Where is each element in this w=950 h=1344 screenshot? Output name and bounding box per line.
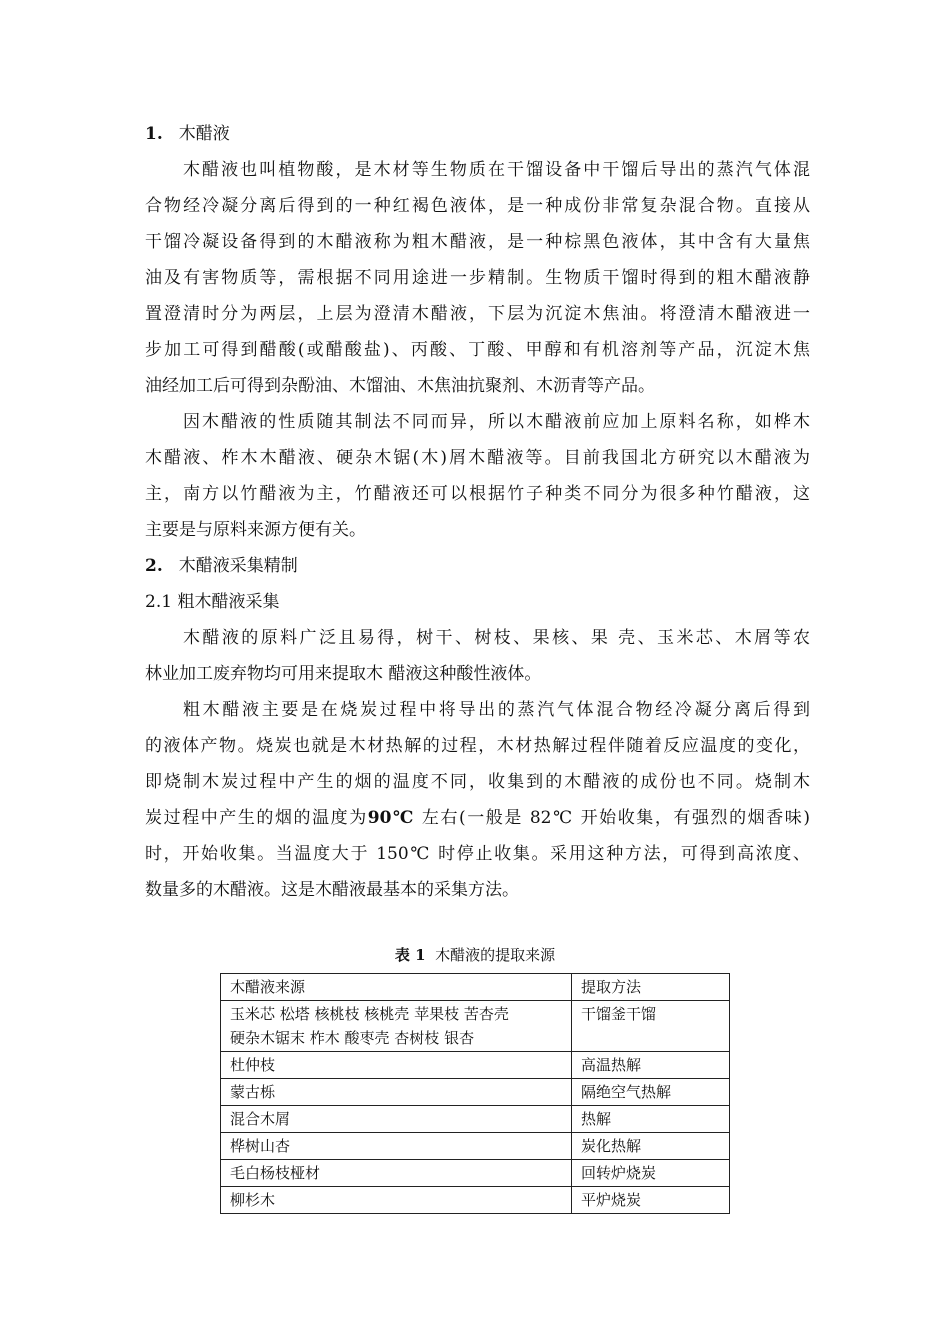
paragraph-line: 油及有害物质等，需根据不同用途进一步精制。生物质干馏时得到的粗木醋液静 bbox=[145, 268, 810, 288]
paragraph-3 bbox=[145, 620, 810, 692]
source-cell bbox=[221, 1187, 572, 1214]
paragraph-line: 木醋液的原料广泛且易得，树干、树枝、果核、果 壳、玉米芯、木屑等农 bbox=[183, 628, 810, 648]
source-line: 毛白杨枝桠材 bbox=[230, 1164, 321, 1182]
source-line: 硬杂木锯末 柞木 酸枣壳 杏树枝 银杏 bbox=[230, 1029, 475, 1047]
paragraph-line: 主要是与原料来源方便有关。 bbox=[145, 520, 366, 540]
table-row bbox=[221, 1106, 730, 1133]
paragraph-line: 干馏冷凝设备得到的木醋液称为粗木醋液，是一种棕黑色液体，其中含有大量焦 bbox=[145, 232, 810, 252]
table-header-cell: 提取方法 bbox=[572, 974, 730, 1001]
source-cell bbox=[221, 1001, 572, 1052]
source-line: 蒙古栎 bbox=[230, 1083, 276, 1101]
method-cell: 高温热解 bbox=[572, 1052, 730, 1079]
paragraph-line: 数量多的木醋液。这是木醋液最基本的采集方法。 bbox=[145, 880, 519, 900]
paragraph-line: 粗木醋液主要是在烧炭过程中将导出的蒸汽气体混合物经冷凝分离后得到 bbox=[183, 700, 810, 720]
paragraph-line: 的液体产物。烧炭也就是木材热解的过程，木材热解过程伴随着反应温度的变化， bbox=[145, 736, 810, 756]
document-body bbox=[145, 116, 810, 908]
source-line: 混合木屑 bbox=[230, 1110, 291, 1128]
subsection-heading: 2.1 粗木醋液采集 bbox=[145, 592, 280, 612]
source-cell bbox=[221, 1160, 572, 1187]
paragraph-line: 时，开始收集。当温度大于 150℃ 时停止收集。采用这种方法，可得到高浓度、 bbox=[145, 844, 810, 864]
source-table bbox=[220, 973, 730, 1214]
table-body bbox=[221, 974, 730, 1214]
source-cell bbox=[221, 1133, 572, 1160]
paragraph-line: 置澄清时分为两层，上层为澄清木醋液，下层为沉淀木焦油。将澄清木醋液进一 bbox=[145, 304, 810, 324]
paragraph-4 bbox=[145, 692, 810, 908]
paragraph-line: 林业加工废弃物均可用来提取木 醋液这种酸性液体。 bbox=[145, 664, 542, 684]
section-heading-2: 2. 木醋液采集精制 bbox=[145, 556, 298, 576]
source-line: 杜仲枝 bbox=[230, 1056, 276, 1074]
source-cell bbox=[221, 1079, 572, 1106]
source-line: 柳杉木 bbox=[230, 1191, 276, 1209]
method-cell: 回转炉烧炭 bbox=[572, 1160, 730, 1187]
paragraph-line: 木醋液也叫植物酸，是木材等生物质在干馏设备中干馏后导出的蒸汽气体混 bbox=[183, 160, 810, 180]
paragraph-line: 主，南方以竹醋液为主，竹醋液还可以根据竹子种类不同分为很多种竹醋液，这 bbox=[145, 484, 810, 504]
method-cell: 炭化热解 bbox=[572, 1133, 730, 1160]
source-cell bbox=[221, 1106, 572, 1133]
method-cell: 隔绝空气热解 bbox=[572, 1079, 730, 1106]
paragraph-2 bbox=[145, 404, 810, 548]
method-cell: 干馏釜干馏 bbox=[572, 1001, 730, 1052]
paragraph-line: 步加工可得到醋酸(或醋酸盐)、丙酸、丁酸、甲醇和有机溶剂等产品，沉淀木焦 bbox=[145, 340, 810, 360]
method-cell: 热解 bbox=[572, 1106, 730, 1133]
source-line: 桦树山杏 bbox=[230, 1137, 291, 1155]
table-row bbox=[221, 1052, 730, 1079]
source-cell bbox=[221, 1052, 572, 1079]
paragraph-line: 合物经冷凝分离后得到的一种红褐色液体，是一种成份非常复杂混合物。直接从 bbox=[145, 196, 810, 216]
section-heading-1: 1. 木醋液 bbox=[145, 124, 230, 144]
table-row bbox=[221, 1133, 730, 1160]
paragraph-line: 即烧制木炭过程中产生的烟的温度不同，收集到的木醋液的成份也不同。烧制木 bbox=[145, 772, 810, 792]
paragraph-line: 木醋液、柞木木醋液、硬杂木锯(木)屑木醋液等。目前我国北方研究以木醋液为 bbox=[145, 448, 810, 468]
table-caption: 表 1 木醋液的提取来源 bbox=[394, 946, 556, 964]
table-header-cell: 木醋液来源 bbox=[221, 974, 572, 1001]
method-cell: 平炉烧炭 bbox=[572, 1187, 730, 1214]
table-row bbox=[221, 1187, 730, 1214]
temperature-highlight: 90℃ bbox=[367, 808, 415, 828]
paragraph-line: 炭过程中产生的烟的温度为90℃ 左右(一般是 82℃ 开始收集，有强烈的烟香味) bbox=[145, 808, 811, 828]
table-header-row bbox=[221, 974, 730, 1001]
table-row bbox=[221, 1001, 730, 1052]
paragraph-line: 因木醋液的性质随其制法不同而异，所以木醋液前应加上原料名称，如桦木 bbox=[183, 412, 810, 432]
source-line: 玉米芯 松塔 核桃枝 核桃壳 苹果枝 苦杏壳 bbox=[230, 1005, 509, 1023]
table-row bbox=[221, 1079, 730, 1106]
paragraph-line: 油经加工后可得到杂酚油、木馏油、木焦油抗聚剂、木沥青等产品。 bbox=[145, 376, 655, 396]
table-row bbox=[221, 1160, 730, 1187]
paragraph-1 bbox=[145, 152, 810, 404]
